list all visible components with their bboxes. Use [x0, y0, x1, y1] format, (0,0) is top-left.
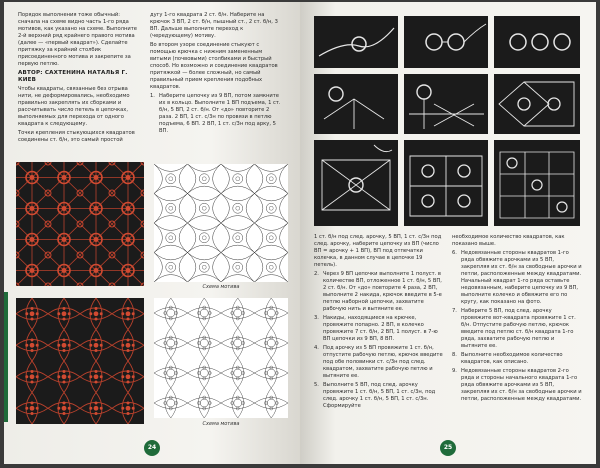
step-text: Под арочку из 5 ВП провяжите 1 ст. б/н, отпустите рабочую петлю, крючок введите под обе половинки ст. с/3н под след. квадратом, захватите рабочую петлю и вытяните ее.: [323, 345, 443, 379]
right-col2-steps: [452, 250, 582, 403]
left-body2: Точки крепления стыкующихся квадратов соединены ст. б/н, это самый простой: [18, 130, 135, 143]
step-number: 7.: [452, 308, 457, 314]
step-number: 6.: [452, 250, 457, 256]
red-lace-photo-2: [16, 298, 144, 424]
right-col1-intro: 1 ст. б/н под след. арочку, 5 ВП, 1 ст. с/3н под след. арочку, наберите цепочку из ВП (число ВП = арочку + 1 ВП), ВП под отпечатки колечка, в данном случае в цепочке 19 петель).: [314, 234, 442, 268]
right-step-4: [314, 345, 444, 380]
step-text: Выполните 5 ВП, под след. арочку провяжите 1 ст. б/н, 5 ВП, 1 ст. с/3н, под след. арочку 1 ст. б/н, 5 ВП, 1 ст. с/3н. Сформируйте: [323, 382, 436, 409]
left-col2-text: [150, 12, 284, 137]
step-text: Недовязанные стороны квадратов 2-го ряда и стороны начального квадрата 1-го ряда обвяжите арочками из 5 ВП, закрепляя их ст. б/н за свободные арочки и петли, расположенные между квадратами.: [461, 368, 582, 402]
step-photo-5: [404, 74, 488, 134]
step-number: 5.: [314, 382, 319, 388]
left-step-1: [150, 93, 284, 135]
left-body: Чтобы квадраты, связанные без отрыва нити, не деформировались, необходимо правильно закреплять их сборками и рассчитывать число петель в цепочках, выполняемых для перехода от одного квадрата к следующему.: [18, 86, 130, 127]
diagram-caption-1: Схема мотива: [202, 284, 240, 290]
left-accent-bar: [4, 292, 8, 422]
left-col2-intro: дугу 1-го квадрата 2 ст. б/н. Наберите на крючок 3 ВП, 2 ст. б/н, пышный ст., 2 ст. б/н, 3 ВП. Дальше выполните переход к (чередующему) мотиву.: [150, 12, 278, 39]
step-number: 1.: [150, 93, 155, 99]
right-step-2: [314, 271, 444, 313]
step-photo-2: [404, 16, 488, 68]
step-text: Накиды, находящиеся на крючке, провяжите попарно. 2 ВП, в колечко провяжите 7 ст. б/н, 2 ВП, 1 полуст. в 7-ю ВП цепочки из 9 ВП, 8 ВП.: [323, 315, 438, 342]
left-col2-body: Во втором узоре соединение стыкуют с помощью крючка с нижним замененным витыми (почвовыми) столбиками и быстрый способ. Но возможно и соединение квадратов притяжкой — более сложный, но самый правильный прием крепления подобных квадратов.: [150, 42, 278, 90]
step-photo-9: [494, 140, 580, 226]
right-step-7: [452, 308, 582, 350]
right-step-3: [314, 315, 444, 343]
left-intro: Порядок выполнения тоже обычный: сначала на схеме видно часть 1-го ряда мотивов, как указано на схеме. Выполните 2-й верхний ряд крайнего правого мотива (далее — «первый квадрат»). Сделайте притяжку за крайний столбик присоединенного мотива и закрепите за первую петлю.: [18, 12, 137, 67]
step-photo-3: [494, 16, 580, 68]
right-col1-text: [314, 234, 444, 412]
step-text: Выполните необходимое количество квадратов, как описано.: [461, 352, 563, 365]
left-page: [4, 2, 300, 464]
right-col2-text: [452, 234, 582, 405]
step-photo-1: [314, 16, 398, 68]
book-spread: [4, 2, 596, 464]
step-photo-4: [314, 74, 398, 134]
step-number: 9.: [452, 368, 457, 374]
right-step-6: [452, 250, 582, 306]
left-col1-text: [18, 12, 140, 146]
step-photo-7: [314, 140, 398, 226]
step-number: 2.: [314, 271, 319, 277]
step-photo-6: [494, 74, 580, 134]
right-step-8: [452, 352, 582, 366]
step-number: 3.: [314, 315, 319, 321]
right-col1-steps: [314, 271, 444, 410]
author-heading: АВТОР: САХТЕНИНА НАТАЛЬЯ Г. КИЕВ: [18, 70, 128, 83]
right-col2-intro: необходимое количество квадратов, как показано выше.: [452, 234, 565, 247]
page-number-left: 24: [144, 440, 160, 456]
red-lace-photo-1: [16, 162, 144, 286]
right-page: [300, 2, 596, 464]
step-number: 4.: [314, 345, 319, 351]
right-step-5: [314, 382, 444, 410]
step-text: Наберите 5 ВП, под след. арочку провяжите вот-квадрата провяжите 1 ст. б/н. Отпустите рабочую петлю, крючок введите под петлю ст. б/н квадрата 1-го ряда, захватите рабочую петлю и вытяните ее.: [461, 308, 576, 349]
step-text: Через 9 ВП цепочки выполните 1 полуст. в количестве ВП, отложенное 1 ст. б/н, 5 ВП, 2 ст. б/н. От «до» повторите 4 раза, 2 ВП, выполните 2 накида, крючок введите в 5-е петлю наборной цепочки, захватите рабочую нить и вытяните ее.: [323, 271, 442, 312]
step-number: 8.: [452, 352, 457, 358]
step-text: Недовязанные стороны квадратов 1-го ряда обвяжите арочками из 5 ВП, закрепляя их ст. б/н за свободные арочки и петли, расположенные между квадратами. Начальный квадрат 1-го ряда оставьте недовязанным, наберите цепочку из 9 ВП, выполните колечко и обвяжите его по кругу, как показано на фото.: [461, 250, 582, 305]
motif-diagram-2: [154, 298, 288, 418]
step-text: Наберите цепочку из 9 ВП, потом замкните их в кольцо. Выполните 1 ВП подъема, 1 ст. б/н, 5 ВП, 2 ст. б/н. От «до» повторите 2 раза. 2 ВП, 1 ст. с/3н по провязи в петлю подъема, 6 ВП. 2 ВП, 1 ст. с/3н под арку, 5 ВП.: [159, 93, 281, 134]
step-photo-8: [404, 140, 488, 226]
left-steps-list: [150, 93, 284, 135]
diagram-caption-2: Схема мотива: [202, 421, 240, 427]
motif-diagram-1: [154, 164, 288, 282]
page-number-right: 25: [440, 440, 456, 456]
right-step-9: [452, 368, 582, 403]
